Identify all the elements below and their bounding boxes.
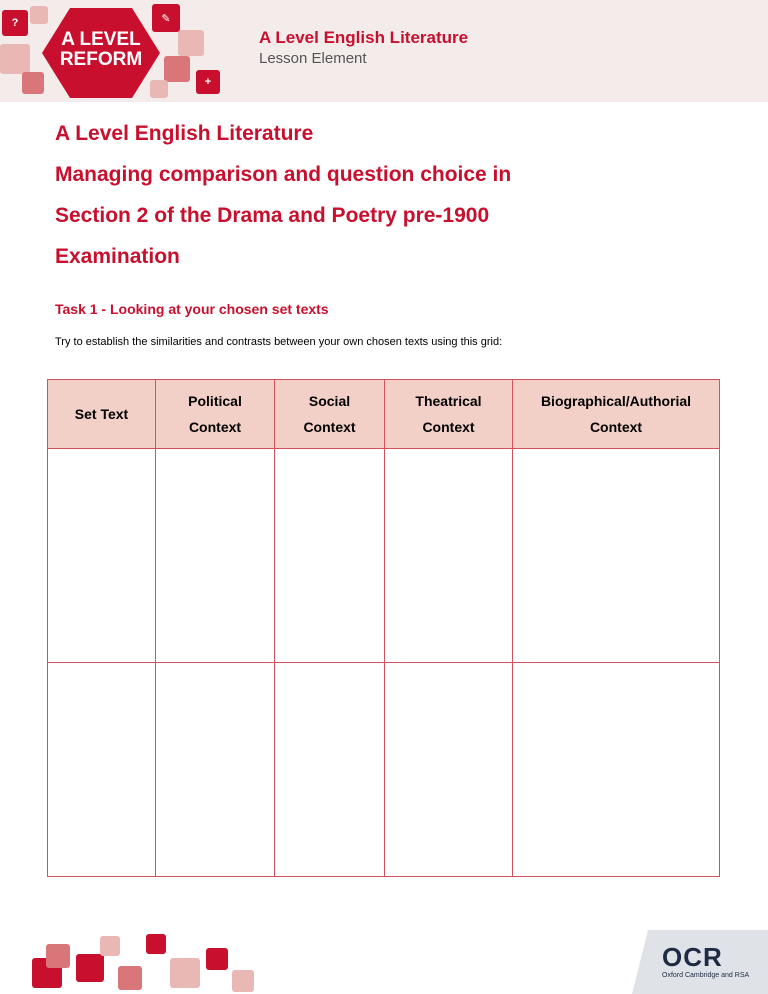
ocr-logo-text: OCR — [662, 942, 723, 972]
title-line: Section 2 of the Drama and Poetry pre-1900 — [55, 204, 490, 227]
title-line: Examination — [55, 245, 180, 268]
task-heading: Task 1 - Looking at your chosen set texts — [55, 301, 329, 317]
badge-line2: REFORM — [59, 49, 143, 70]
table-cell[interactable] — [156, 663, 275, 877]
comparison-grid — [47, 379, 720, 877]
document-title — [55, 118, 735, 273]
table-cell[interactable] — [156, 449, 275, 663]
header-banner — [0, 0, 768, 102]
header-subtitle: Lesson Element — [259, 50, 367, 67]
header-political-context: Political Context — [156, 380, 275, 449]
title-line: A Level English Literature — [55, 122, 314, 145]
decorative-cube-icon — [76, 954, 104, 982]
table-cell[interactable] — [385, 449, 513, 663]
table-row — [48, 663, 720, 877]
decorative-cube-icon — [206, 948, 228, 970]
table-cell[interactable] — [385, 663, 513, 877]
decorative-cube-icon — [170, 958, 200, 988]
decorative-cube-icon — [146, 934, 166, 954]
decorative-cube-icon — [100, 936, 120, 956]
table-row — [48, 449, 720, 663]
table-cell[interactable] — [48, 449, 156, 663]
header-set-text: Set Text — [48, 380, 156, 449]
table-cell[interactable] — [48, 663, 156, 877]
table-cell[interactable] — [513, 663, 720, 877]
decorative-cube-icon — [118, 966, 142, 990]
decorative-cube-icon: ? — [2, 10, 28, 36]
badge-text — [40, 30, 162, 70]
table-header-row — [48, 380, 720, 449]
table-cell[interactable] — [275, 663, 385, 877]
decorative-cube-icon — [178, 30, 204, 56]
decorative-cube-icon — [232, 970, 254, 992]
table-cell[interactable] — [513, 449, 720, 663]
ocr-logo-subtext: Oxford Cambridge and RSA — [662, 972, 750, 979]
instruction-text: Try to establish the similarities and contrasts between your own chosen texts using this grid: — [55, 336, 503, 348]
decorative-cube-icon — [164, 56, 190, 82]
decorative-cube-icon — [46, 944, 70, 968]
header-social-context: Social Context — [275, 380, 385, 449]
title-line: Managing comparison and question choice in — [55, 163, 512, 186]
decorative-cube-icon: ✎ — [152, 4, 180, 32]
decorative-cube-icon: + — [196, 70, 220, 94]
decorative-cube-icon — [0, 44, 30, 74]
header-theatrical-context: Theatrical Context — [385, 380, 513, 449]
header-biographical-context: Biographical/Authorial Context — [513, 380, 720, 449]
table-cell[interactable] — [275, 449, 385, 663]
header-title: A Level English Literature — [259, 28, 469, 47]
badge-line1: A LEVEL — [61, 29, 141, 50]
